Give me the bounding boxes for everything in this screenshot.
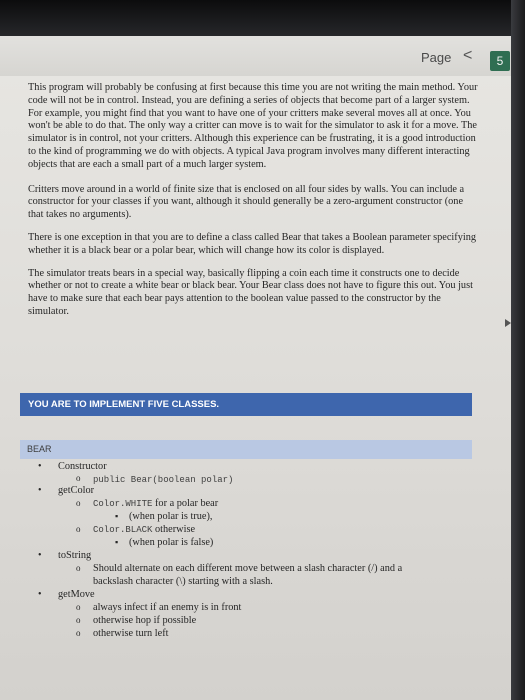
getmove-rule-1: always infect if an enemy is in front (93, 602, 242, 613)
tostring-description-1: Should alternate on each different move between a slash character (/) and a (93, 563, 403, 574)
square-bullet-icon: ▪ (115, 537, 119, 547)
tostring-item: toString (58, 550, 92, 561)
color-white-line (93, 498, 218, 510)
circle-bullet-icon: o (76, 524, 81, 534)
bullet-icon: • (38, 589, 42, 600)
bullet-icon: • (38, 485, 42, 496)
intro-paragraph-4: The simulator treats bears in a special way, basically flipping a coin each time it constructs one to decide whether or not to create a white bear or black bear. Your Bear class does not have to figure this out. You just have to make sure that each bear pays attention to the boolean value passed to the constructor by the simulator. (28, 267, 473, 317)
color-white-note: (when polar is true), (129, 511, 213, 522)
monitor-bezel-right (511, 0, 525, 700)
document-viewer (0, 36, 511, 700)
bear-section-header: BEAR (20, 440, 472, 459)
monitor-bezel-top (0, 0, 525, 36)
square-bullet-icon: ▪ (115, 511, 119, 521)
constructor-signature: public Bear(boolean polar) (93, 475, 234, 485)
getmove-item: getMove (58, 589, 95, 600)
page-navigation-bar (0, 36, 511, 76)
intro-paragraph-3: There is one exception in that you are to define a class called Bear that takes a Boolean parameter specifying whether it is a black bear or a polar bear, which will change how its color is displayed. (28, 231, 477, 256)
getcolor-item: getColor (58, 485, 95, 496)
mouse-cursor-icon (505, 319, 511, 327)
implement-classes-banner: YOU ARE TO IMPLEMENT FIVE CLASSES. (20, 393, 472, 416)
intro-paragraph-1: This program will probably be confusing at first because this time you are not writing the main method. Your code will not be in control. Instead, you are defining a series of objects that become part of a larger system. For example, you might find that you want to have one of your critters make several moves all at once. You won't be able to do that. The only way a critter can move is to wait for the simulator to ask it for a move. The simulator is in control, not your critters. Although this experience can be frustrating, it is a good introduction to the kind of programming we do with objects. A typical Java program involves many different interacting objects that are each a small part of a much larger system. (28, 82, 478, 170)
tostring-description-2: backslash character (\) starting with a slash. (93, 576, 273, 587)
assignment-text (28, 82, 480, 329)
circle-bullet-icon: o (76, 615, 81, 625)
circle-bullet-icon: o (76, 563, 81, 573)
circle-bullet-icon: o (76, 628, 81, 638)
circle-bullet-icon: o (76, 602, 81, 612)
color-black-text: otherwise (155, 524, 196, 535)
color-black-note: (when polar is false) (129, 537, 214, 548)
color-white-text: for a polar bear (155, 498, 219, 509)
page-label: Page (421, 50, 452, 65)
constructor-item: Constructor (58, 461, 107, 472)
previous-page-button[interactable]: < (463, 47, 473, 64)
circle-bullet-icon: o (76, 473, 81, 483)
getmove-rule-2: otherwise hop if possible (93, 615, 197, 626)
color-black-line (93, 524, 195, 536)
color-white-code: Color.WHITE (93, 499, 153, 509)
color-black-code: Color.BLACK (93, 525, 153, 535)
bullet-icon: • (38, 461, 42, 472)
intro-paragraph-2: Critters move around in a world of finite size that is enclosed on all four sides by walls. You can include a constructor for your classes if you want, although it should generally be a zero-argument constructor (one that takes no arguments). (28, 183, 465, 221)
getmove-rule-3: otherwise turn left (93, 628, 169, 639)
bullet-icon: • (38, 550, 42, 561)
page-number-badge[interactable]: 5 (490, 51, 510, 71)
circle-bullet-icon: o (76, 498, 81, 508)
